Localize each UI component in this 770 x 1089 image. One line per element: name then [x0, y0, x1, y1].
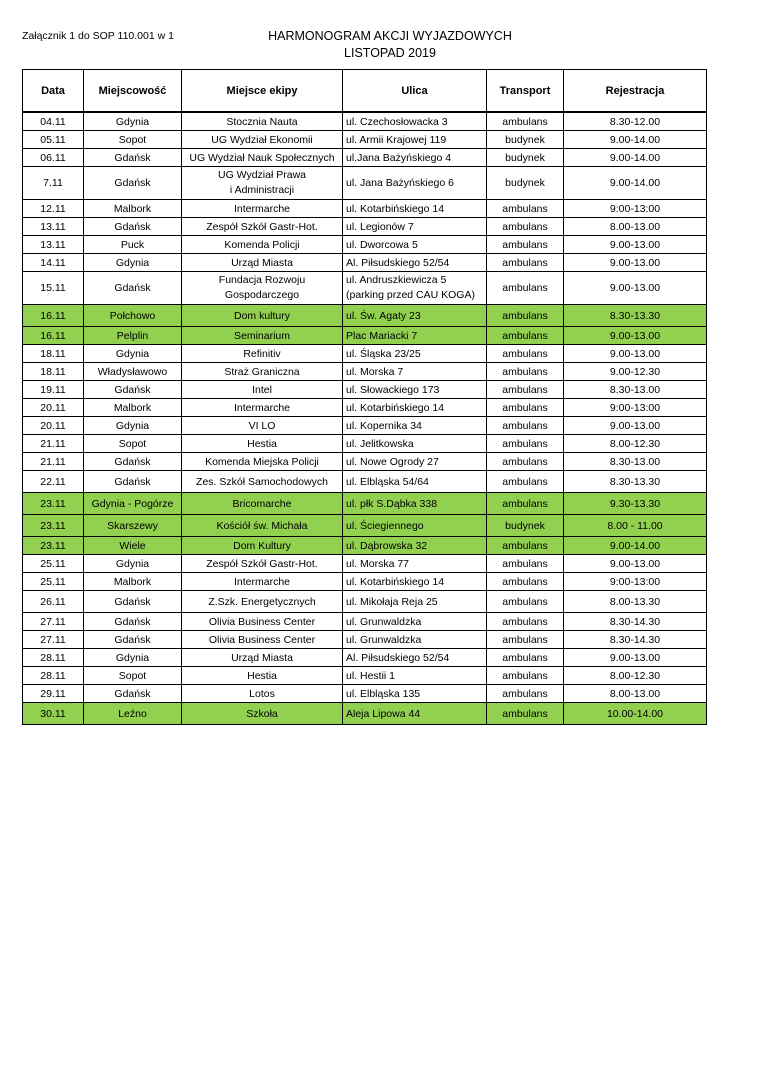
cell-town: Malbork: [84, 200, 182, 218]
cell-registration: 9.00-12.30: [564, 363, 707, 381]
cell-place: Fundacja Rozwoju Gospodarczego: [182, 272, 343, 305]
table-row: [23, 218, 707, 236]
cell-place: Zes. Szkół Samochodowych: [182, 471, 343, 493]
cell-street: ul. Czechosłowacka 3: [343, 112, 487, 131]
cell-transport: ambulans: [487, 218, 564, 236]
cell-date: 15.11: [23, 272, 84, 305]
cell-transport: ambulans: [487, 305, 564, 327]
cell-street: ul. Ściegiennego: [343, 515, 487, 537]
cell-street: ul. Św. Agaty 23: [343, 305, 487, 327]
cell-street: ul. Jana Bażyńskiego 6: [343, 167, 487, 200]
table-row: [23, 272, 707, 305]
cell-town: Sopot: [84, 667, 182, 685]
cell-town: Gdańsk: [84, 471, 182, 493]
cell-transport: ambulans: [487, 493, 564, 515]
cell-place: Szkoła: [182, 703, 343, 725]
cell-town: Gdańsk: [84, 381, 182, 399]
cell-registration: 8.30-13.00: [564, 381, 707, 399]
cell-street: ul. Słowackiego 173: [343, 381, 487, 399]
cell-place: Hestia: [182, 435, 343, 453]
cell-date: 06.11: [23, 149, 84, 167]
column-header-registration: Rejestracja: [564, 70, 707, 113]
cell-street: ul.Jana Bażyńskiego 4: [343, 149, 487, 167]
cell-date: 13.11: [23, 218, 84, 236]
table-row: [23, 149, 707, 167]
cell-town: Sopot: [84, 131, 182, 149]
cell-date: 04.11: [23, 112, 84, 131]
cell-registration: 9.00-13.00: [564, 272, 707, 305]
cell-town: Malbork: [84, 573, 182, 591]
document-title: HARMONOGRAM AKCJI WYJAZDOWYCH: [268, 29, 512, 43]
cell-transport: ambulans: [487, 537, 564, 555]
cell-town: Skarszewy: [84, 515, 182, 537]
cell-date: 23.11: [23, 493, 84, 515]
cell-town: Sopot: [84, 435, 182, 453]
cell-place: Zespół Szkół Gastr-Hot.: [182, 555, 343, 573]
cell-town: Gdańsk: [84, 453, 182, 471]
cell-place: Intermarche: [182, 573, 343, 591]
cell-registration: 9.00-13.00: [564, 555, 707, 573]
cell-place: Dom Kultury: [182, 537, 343, 555]
cell-street: ul. Śląska 23/25: [343, 345, 487, 363]
cell-registration: 9:00-13:00: [564, 399, 707, 417]
cell-place: Olivia Business Center: [182, 613, 343, 631]
cell-street: ul. Nowe Ogrody 27: [343, 453, 487, 471]
cell-town: Wiele: [84, 537, 182, 555]
cell-registration: 9.00-14.00: [564, 167, 707, 200]
cell-street: Plac Mariacki 7: [343, 327, 487, 345]
cell-registration: 8.30-13.30: [564, 305, 707, 327]
table-row: [23, 613, 707, 631]
cell-transport: ambulans: [487, 200, 564, 218]
cell-transport: ambulans: [487, 363, 564, 381]
table-row: [23, 112, 707, 131]
cell-place: Komenda Miejska Policji: [182, 453, 343, 471]
table-row: [23, 131, 707, 149]
cell-transport: ambulans: [487, 667, 564, 685]
cell-registration: 9:00-13:00: [564, 573, 707, 591]
cell-street: Al. Piłsudskiego 52/54: [343, 254, 487, 272]
cell-date: 22.11: [23, 471, 84, 493]
cell-date: 30.11: [23, 703, 84, 725]
cell-registration: 9.00-14.00: [564, 537, 707, 555]
cell-place: UG Wydział Prawa i Administracji: [182, 167, 343, 200]
cell-place: UG Wydział Nauk Społecznych: [182, 149, 343, 167]
cell-town: Gdańsk: [84, 218, 182, 236]
cell-town: Gdynia: [84, 112, 182, 131]
cell-town: Gdańsk: [84, 685, 182, 703]
cell-date: 25.11: [23, 573, 84, 591]
cell-street: ul. Kopernika 34: [343, 417, 487, 435]
cell-place: Zespół Szkół Gastr-Hot.: [182, 218, 343, 236]
cell-transport: budynek: [487, 149, 564, 167]
cell-registration: 8.30-12.00: [564, 112, 707, 131]
cell-place: Stocznia Nauta: [182, 112, 343, 131]
cell-street: ul. Grunwaldzka: [343, 631, 487, 649]
cell-town: Gdynia: [84, 345, 182, 363]
cell-transport: ambulans: [487, 453, 564, 471]
cell-place: Kościół św. Michała: [182, 515, 343, 537]
cell-town: Gdańsk: [84, 591, 182, 613]
table-row: [23, 254, 707, 272]
cell-transport: budynek: [487, 515, 564, 537]
cell-date: 16.11: [23, 327, 84, 345]
table-row: [23, 515, 707, 537]
cell-town: Gdynia: [84, 649, 182, 667]
document-subtitle: LISTOPAD 2019: [344, 46, 436, 60]
cell-transport: ambulans: [487, 381, 564, 399]
cell-street: ul. Hestii 1: [343, 667, 487, 685]
cell-town: Gdynia: [84, 555, 182, 573]
cell-street: ul. Jelitkowska: [343, 435, 487, 453]
cell-date: 05.11: [23, 131, 84, 149]
cell-date: 16.11: [23, 305, 84, 327]
cell-transport: ambulans: [487, 649, 564, 667]
cell-place: Intel: [182, 381, 343, 399]
cell-place: Lotos: [182, 685, 343, 703]
cell-place: Intermarche: [182, 200, 343, 218]
table-row: [23, 631, 707, 649]
cell-transport: ambulans: [487, 613, 564, 631]
cell-street: ul. Morska 77: [343, 555, 487, 573]
cell-town: Gdynia: [84, 254, 182, 272]
cell-transport: ambulans: [487, 399, 564, 417]
cell-town: Gdańsk: [84, 272, 182, 305]
cell-transport: ambulans: [487, 417, 564, 435]
table-row: [23, 649, 707, 667]
cell-place: Refinitiv: [182, 345, 343, 363]
cell-transport: budynek: [487, 167, 564, 200]
table-row: [23, 493, 707, 515]
cell-town: Gdynia: [84, 417, 182, 435]
column-header-town: Miejscowość: [84, 70, 182, 113]
cell-registration: 8.00-12.30: [564, 667, 707, 685]
table-row: [23, 555, 707, 573]
cell-street: ul. Armii Krajowej 119: [343, 131, 487, 149]
cell-registration: 9.00-13.00: [564, 327, 707, 345]
table-row: [23, 573, 707, 591]
column-header-place: Miejsce ekipy: [182, 70, 343, 113]
cell-transport: ambulans: [487, 591, 564, 613]
cell-town: Gdynia - Pogórze: [84, 493, 182, 515]
table-row: [23, 685, 707, 703]
table-row: [23, 327, 707, 345]
cell-registration: 9.00-13.00: [564, 254, 707, 272]
table-row: [23, 667, 707, 685]
cell-place: Dom kultury: [182, 305, 343, 327]
cell-street: ul. Dworcowa 5: [343, 236, 487, 254]
cell-town: Gdańsk: [84, 631, 182, 649]
cell-date: 18.11: [23, 363, 84, 381]
cell-registration: 9.00-13.00: [564, 345, 707, 363]
table-row: [23, 305, 707, 327]
cell-town: Puck: [84, 236, 182, 254]
cell-date: 28.11: [23, 649, 84, 667]
cell-date: 19.11: [23, 381, 84, 399]
cell-transport: ambulans: [487, 272, 564, 305]
cell-date: 7.11: [23, 167, 84, 200]
table-row: [23, 591, 707, 613]
cell-place: Z.Szk. Energetycznych: [182, 591, 343, 613]
cell-registration: 9:00-13:00: [564, 200, 707, 218]
cell-street: ul. Morska 7: [343, 363, 487, 381]
column-header-date: Data: [23, 70, 84, 113]
cell-town: Gdańsk: [84, 613, 182, 631]
cell-date: 20.11: [23, 399, 84, 417]
cell-transport: ambulans: [487, 112, 564, 131]
cell-street: ul. Kotarbińskiego 14: [343, 399, 487, 417]
cell-date: 26.11: [23, 591, 84, 613]
table-row: [23, 471, 707, 493]
cell-transport: ambulans: [487, 685, 564, 703]
cell-street: ul. Elbląska 54/64: [343, 471, 487, 493]
cell-place: Bricomarche: [182, 493, 343, 515]
table-row: [23, 703, 707, 725]
cell-place: Urząd Miasta: [182, 649, 343, 667]
cell-registration: 9.30-13.30: [564, 493, 707, 515]
cell-date: 29.11: [23, 685, 84, 703]
cell-street: ul. Kotarbińskiego 14: [343, 573, 487, 591]
cell-transport: ambulans: [487, 703, 564, 725]
table-row: [23, 345, 707, 363]
table-row: [23, 399, 707, 417]
table-row: [23, 537, 707, 555]
cell-date: 23.11: [23, 515, 84, 537]
cell-date: 25.11: [23, 555, 84, 573]
cell-place: Intermarche: [182, 399, 343, 417]
cell-registration: 8.30-14.30: [564, 631, 707, 649]
cell-transport: ambulans: [487, 236, 564, 254]
cell-transport: ambulans: [487, 327, 564, 345]
cell-registration: 9.00-13.00: [564, 649, 707, 667]
cell-date: 14.11: [23, 254, 84, 272]
table-row: [23, 417, 707, 435]
cell-date: 21.11: [23, 453, 84, 471]
cell-date: 20.11: [23, 417, 84, 435]
cell-street: ul. Legionów 7: [343, 218, 487, 236]
cell-street: ul. Grunwaldzka: [343, 613, 487, 631]
column-header-street: Ulica: [343, 70, 487, 113]
cell-town: Malbork: [84, 399, 182, 417]
cell-transport: ambulans: [487, 573, 564, 591]
cell-place: Urząd Miasta: [182, 254, 343, 272]
cell-place: Hestia: [182, 667, 343, 685]
cell-date: 27.11: [23, 631, 84, 649]
column-header-transport: Transport: [487, 70, 564, 113]
table-header-row: [23, 70, 707, 113]
cell-registration: 8.00-13.00: [564, 685, 707, 703]
cell-street: ul. Dąbrowska 32: [343, 537, 487, 555]
cell-place: Seminarium: [182, 327, 343, 345]
cell-street: ul. Mikołaja Reja 25: [343, 591, 487, 613]
cell-registration: 8.30-13.30: [564, 471, 707, 493]
cell-registration: 8.30-14.30: [564, 613, 707, 631]
cell-street: Aleja Lipowa 44: [343, 703, 487, 725]
table-row: [23, 363, 707, 381]
cell-registration: 9.00-13.00: [564, 236, 707, 254]
table-row: [23, 236, 707, 254]
table-row: [23, 167, 707, 200]
cell-street: ul. Elbląska 135: [343, 685, 487, 703]
cell-registration: 8.30-13.00: [564, 453, 707, 471]
cell-street: ul. Kotarbińskiego 14: [343, 200, 487, 218]
table-row: [23, 453, 707, 471]
cell-town: Pelplin: [84, 327, 182, 345]
cell-place: Komenda Policji: [182, 236, 343, 254]
cell-place: VI LO: [182, 417, 343, 435]
cell-registration: 9.00-13.00: [564, 417, 707, 435]
cell-registration: 8.00-13.00: [564, 218, 707, 236]
table-row: [23, 435, 707, 453]
cell-date: 13.11: [23, 236, 84, 254]
cell-place: UG Wydział Ekonomii: [182, 131, 343, 149]
cell-date: 18.11: [23, 345, 84, 363]
cell-registration: 9.00-14.00: [564, 149, 707, 167]
table-row: [23, 381, 707, 399]
cell-street: ul. Andruszkiewicza 5 (parking przed CAU KOGA): [343, 272, 487, 305]
cell-town: Władysławowo: [84, 363, 182, 381]
annex-label: Załącznik 1 do SOP 110.001 w 1: [22, 30, 174, 42]
cell-transport: budynek: [487, 131, 564, 149]
cell-transport: ambulans: [487, 254, 564, 272]
table-row: [23, 200, 707, 218]
cell-street: Al. Piłsudskiego 52/54: [343, 649, 487, 667]
cell-date: 28.11: [23, 667, 84, 685]
cell-transport: ambulans: [487, 345, 564, 363]
cell-registration: 10.00-14.00: [564, 703, 707, 725]
cell-date: 27.11: [23, 613, 84, 631]
cell-date: 21.11: [23, 435, 84, 453]
cell-registration: 8.00 - 11.00: [564, 515, 707, 537]
cell-transport: ambulans: [487, 471, 564, 493]
cell-registration: 8.00-13.30: [564, 591, 707, 613]
schedule-table: [22, 69, 707, 725]
cell-transport: ambulans: [487, 631, 564, 649]
cell-street: ul. płk S.Dąbka 338: [343, 493, 487, 515]
cell-registration: 9.00-14.00: [564, 131, 707, 149]
cell-registration: 8.00-12.30: [564, 435, 707, 453]
cell-town: Połchowo: [84, 305, 182, 327]
cell-place: Olivia Business Center: [182, 631, 343, 649]
cell-date: 23.11: [23, 537, 84, 555]
cell-transport: ambulans: [487, 555, 564, 573]
cell-place: Straż Graniczna: [182, 363, 343, 381]
cell-date: 12.11: [23, 200, 84, 218]
cell-town: Gdańsk: [84, 167, 182, 200]
cell-town: Gdańsk: [84, 149, 182, 167]
cell-transport: ambulans: [487, 435, 564, 453]
cell-town: Leźno: [84, 703, 182, 725]
